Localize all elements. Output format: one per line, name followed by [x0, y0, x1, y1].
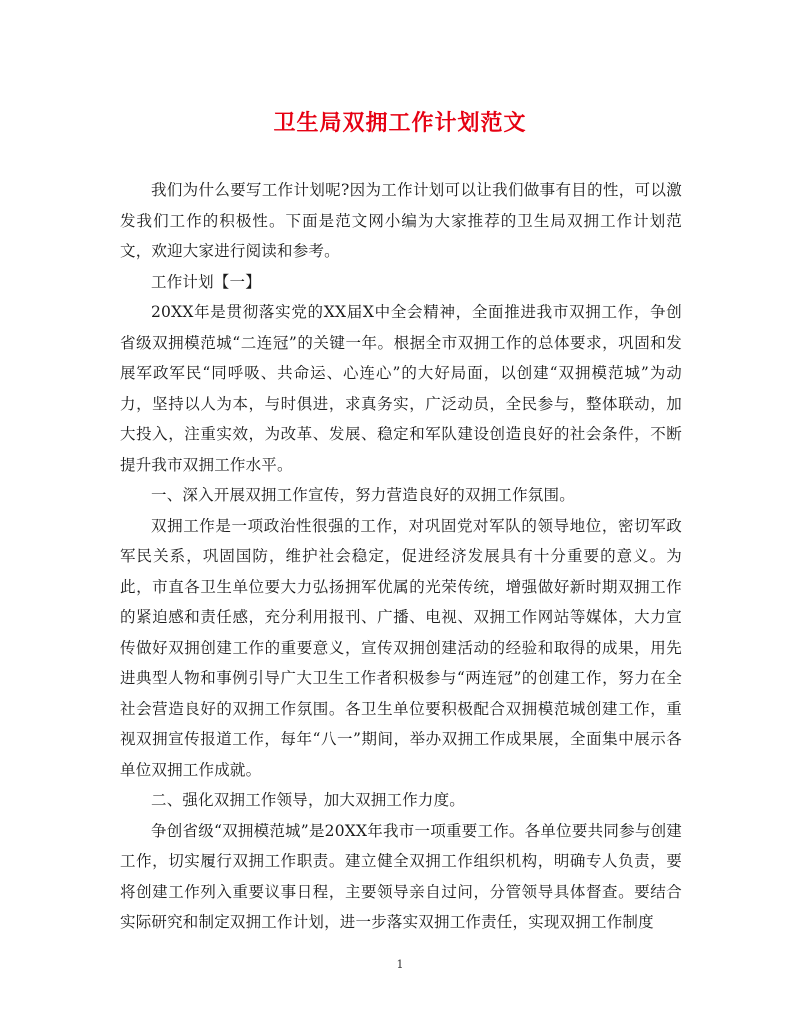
section-heading-leadership: 二、强化双拥工作领导，加大双拥工作力度。	[151, 791, 466, 809]
document-body	[120, 175, 682, 938]
document-title: 卫生局双拥工作计划范文	[273, 110, 527, 136]
paragraph-intro: 我们为什么要写工作计划呢?因为工作计划可以让我们做事有目的性，可以激发我们工作的积极性。下面是范文网小编为大家推荐的卫生局双拥工作计划范文，欢迎大家进行阅读和参考。	[120, 181, 682, 260]
paragraph-overview: 20XX年是贯彻落实党的XX届X中全会精神，全面推进我市双拥工作，争创省级双拥模范城“二连冠”的关键一年。根据全市双拥工作的总体要求，巩固和发展军政军民“同呼吸、共命运、心连心”的大好局面，以创建“双拥模范城”为动力，坚持以人为本，与时俱进，求真务实，广泛动员，全民参与，整体联动，加大投入，注重实效，为改革、发展、稳定和军队建设创造良好的社会条件，不断提升我市双拥工作水平。	[120, 303, 682, 474]
section-heading-publicity: 一、深入开展双拥工作宣传，努力营造良好的双拥工作氛围。	[151, 486, 575, 504]
paragraph-leadership: 争创省级“双拥模范城”是20XX年我市一项重要工作。各单位要共同参与创建工作，切实履行双拥工作职责。建立健全双拥工作组织机构，明确专人负责，要将创建工作列入重要议事日程，主要领导亲自过问，分管领导具体督查。要结合实际研究和制定双拥工作计划，进一步落实双拥工作责任，实现双拥工作制度	[120, 821, 682, 931]
page-number: 1	[396, 958, 404, 971]
section-heading-plan-one: 工作计划【一】	[151, 272, 261, 291]
paragraph-publicity: 双拥工作是一项政治性很强的工作，对巩固党对军队的领导地位，密切军政军民关系，巩固国防，维护社会稳定，促进经济发展具有十分重要的意义。为此，市直各卫生单位要大力弘扬拥军优属的光荣传统，增强做好新时期双拥工作的紧迫感和责任感，充分利用报刊、广播、电视、双拥工作网站等媒体，大力宣传做好双拥创建工作的重要意义，宣传双拥创建活动的经验和取得的成果，用先进典型人物和事例引导广大卫生工作者积极参与“两连冠”的创建工作，努力在全社会营造良好的双拥工作氛围。各卫生单位要积极配合双拥模范城创建工作，重视双拥宣传报道工作，每年“八一”期间，举办双拥工作成果展，全面集中展示各单位双拥工作成就。	[120, 516, 682, 779]
